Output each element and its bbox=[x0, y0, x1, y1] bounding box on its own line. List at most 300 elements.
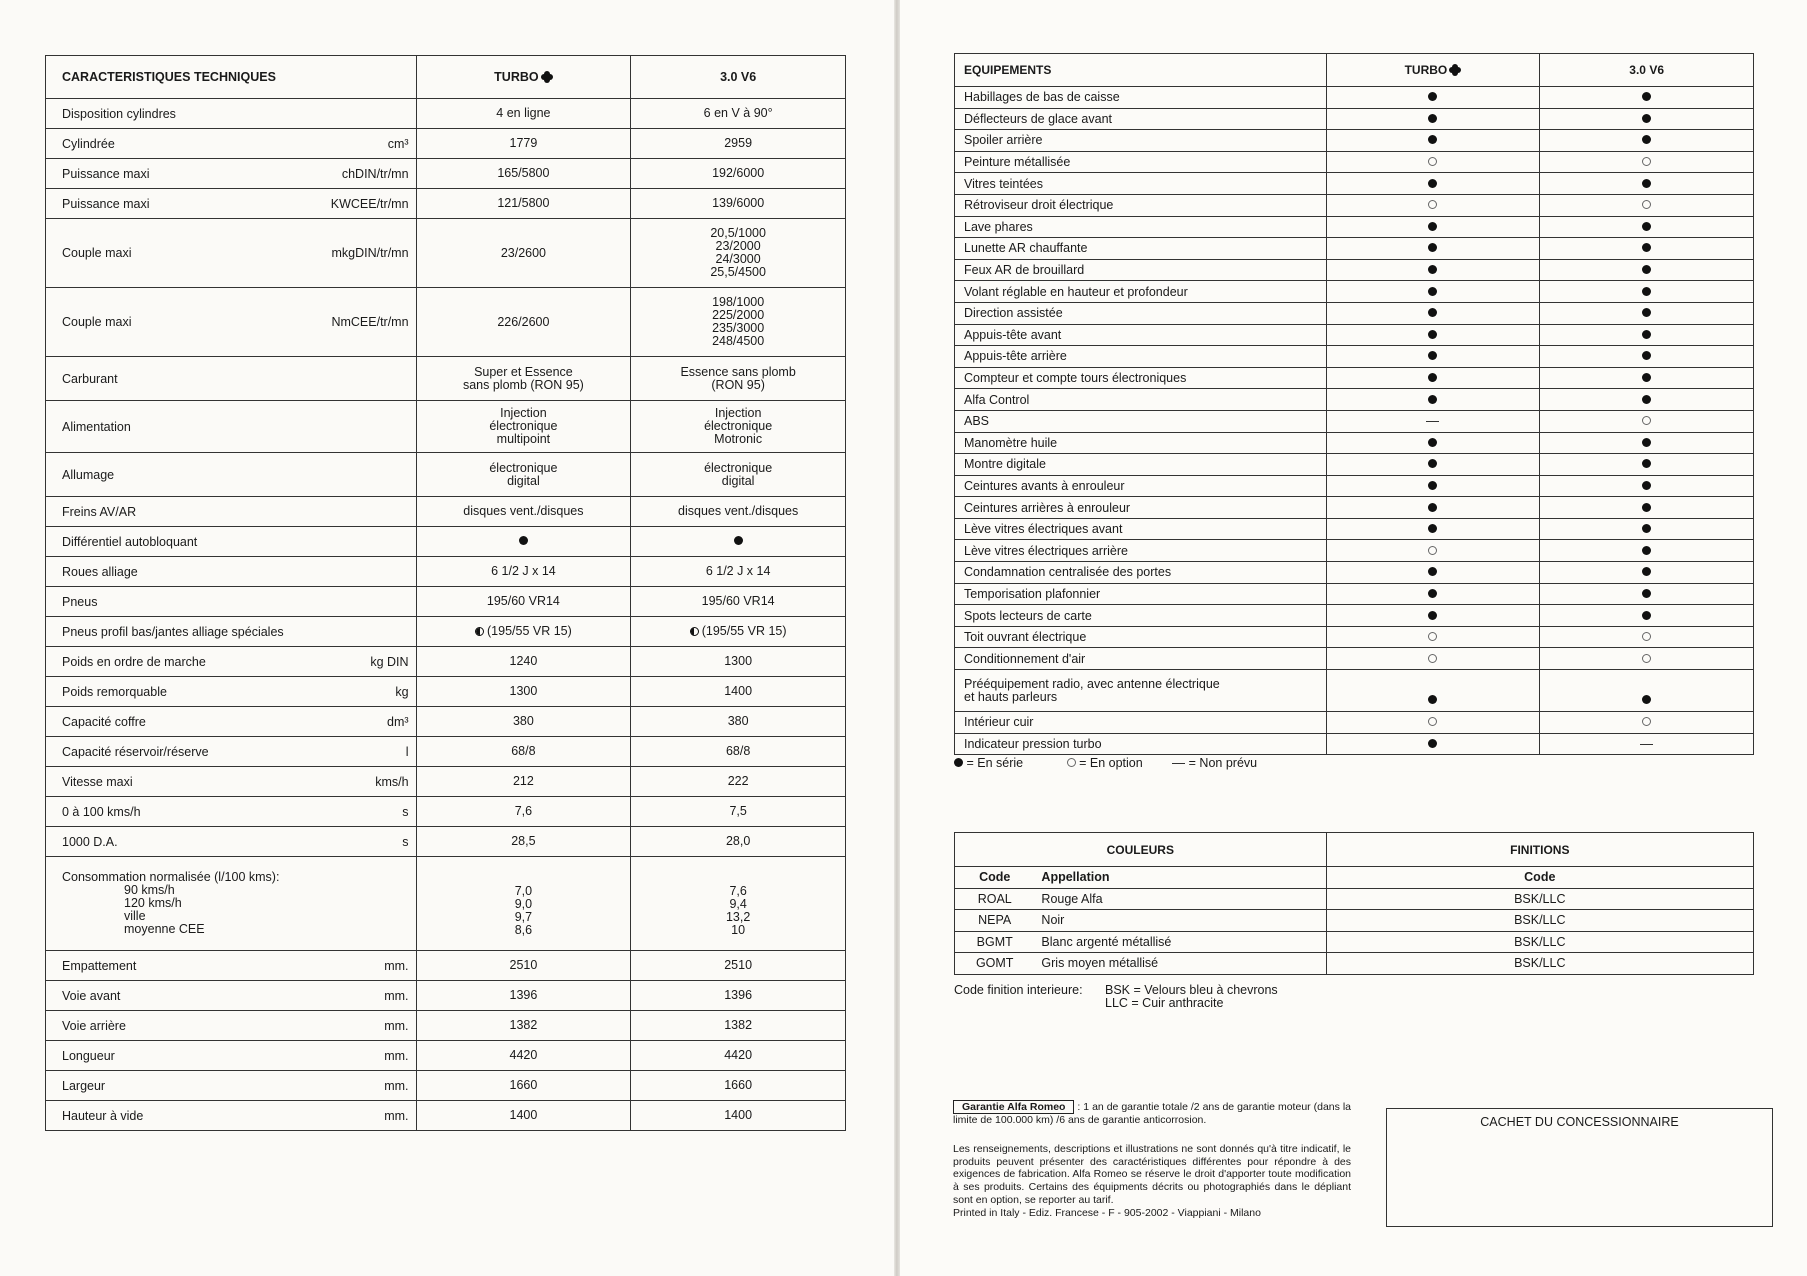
spec-value-v6: 28,0 bbox=[631, 827, 846, 857]
specs-header-turbo: TURBO bbox=[416, 56, 631, 99]
spec-value-v6: 1400 bbox=[631, 1101, 846, 1131]
filled-dot-icon bbox=[1642, 611, 1651, 620]
filled-dot-icon bbox=[1428, 695, 1437, 704]
open-circle-icon bbox=[1428, 200, 1437, 209]
open-circle-icon bbox=[1642, 416, 1651, 425]
equipment-v6 bbox=[1540, 281, 1754, 303]
equipment-label: Spots lecteurs de carte bbox=[955, 605, 1327, 627]
equipment-label: Déflecteurs de glace avant bbox=[955, 108, 1327, 130]
filled-dot-icon bbox=[1428, 92, 1437, 101]
spec-value-turbo: 28,5 bbox=[416, 827, 631, 857]
color-row bbox=[955, 953, 1754, 975]
spec-value-turbo: (195/55 VR 15) bbox=[416, 617, 631, 647]
spec-value-v6: 380 bbox=[631, 707, 846, 737]
equipment-turbo bbox=[1326, 194, 1540, 216]
spec-row bbox=[46, 1071, 846, 1101]
equipment-turbo bbox=[1326, 302, 1540, 324]
equipment-label: Lunette AR chauffante bbox=[955, 238, 1327, 260]
spec-unit: kms/h bbox=[375, 774, 409, 789]
filled-dot-icon bbox=[1428, 135, 1437, 144]
equipment-turbo bbox=[1326, 238, 1540, 260]
filled-dot-icon bbox=[1642, 567, 1651, 576]
equipment-row bbox=[955, 194, 1754, 216]
spec-label: Roues alliage bbox=[46, 557, 417, 587]
equipment-row bbox=[955, 605, 1754, 627]
color-row bbox=[955, 931, 1754, 953]
equipment-v6 bbox=[1540, 238, 1754, 260]
equipment-label: Indicateur pression turbo bbox=[955, 733, 1327, 755]
open-circle-icon bbox=[1642, 632, 1651, 641]
spec-value-turbo: 380 bbox=[416, 707, 631, 737]
spec-value-v6: 1300 bbox=[631, 647, 846, 677]
equipment-v6 bbox=[1540, 259, 1754, 281]
color-code: NEPA bbox=[955, 910, 1035, 932]
spec-unit: l bbox=[405, 744, 409, 759]
equipment-turbo bbox=[1326, 670, 1540, 712]
spec-label: Consommation normalisée (l/100 kms): 90 kms/h 120 kms/h ville moyenne CEE bbox=[46, 857, 417, 951]
open-circle-icon bbox=[1428, 632, 1437, 641]
equipment-label: Spoiler arrière bbox=[955, 130, 1327, 152]
colors-header: COULEURS bbox=[955, 833, 1327, 867]
equipment-v6 bbox=[1540, 497, 1754, 519]
filled-dot-icon bbox=[1642, 546, 1651, 555]
spec-label: Alimentation bbox=[46, 401, 417, 453]
spec-value-v6: 7,6 9,4 13,2 10 bbox=[631, 857, 846, 951]
color-row bbox=[955, 888, 1754, 910]
open-circle-icon bbox=[1428, 157, 1437, 166]
finition-code: BSK/LLC bbox=[1326, 931, 1753, 953]
spec-unit: KWCEE/tr/mn bbox=[330, 196, 409, 211]
spec-row bbox=[46, 401, 846, 453]
spec-value-v6: 1660 bbox=[631, 1071, 846, 1101]
equipment-label: Lave phares bbox=[955, 216, 1327, 238]
spec-row bbox=[46, 617, 846, 647]
spec-unit: mm. bbox=[384, 958, 409, 973]
filled-dot-icon bbox=[1642, 135, 1651, 144]
equipment-label: Peinture métallisée bbox=[955, 151, 1327, 173]
spec-label: 1000 D.A. s bbox=[46, 827, 417, 857]
filled-dot-icon bbox=[1642, 222, 1651, 231]
spec-value-turbo: 226/2600 bbox=[416, 288, 631, 357]
spec-value-v6: disques vent./disques bbox=[631, 497, 846, 527]
filled-dot-icon bbox=[1642, 179, 1651, 188]
equipment-row bbox=[955, 87, 1754, 109]
specs-header-v6: 3.0 V6 bbox=[631, 56, 846, 99]
color-code: BGMT bbox=[955, 931, 1035, 953]
equipment-turbo bbox=[1326, 87, 1540, 109]
spec-row bbox=[46, 951, 846, 981]
filled-dot-icon bbox=[1428, 459, 1437, 468]
spec-row bbox=[46, 767, 846, 797]
equipment-turbo bbox=[1326, 540, 1540, 562]
spec-value-turbo: 2510 bbox=[416, 951, 631, 981]
spec-value-turbo: Injection électronique multipoint bbox=[416, 401, 631, 453]
spec-row bbox=[46, 707, 846, 737]
filled-dot-icon bbox=[1428, 503, 1437, 512]
equipment-label: Appuis-tête avant bbox=[955, 324, 1327, 346]
spec-label: Capacité réservoir/réserve l bbox=[46, 737, 417, 767]
spec-label: Pneus bbox=[46, 587, 417, 617]
equipment-v6 bbox=[1540, 432, 1754, 454]
equipment-row bbox=[955, 259, 1754, 281]
equipment-v6 bbox=[1540, 605, 1754, 627]
spec-label: Disposition cylindres bbox=[46, 99, 417, 129]
spec-row bbox=[46, 981, 846, 1011]
equipment-label: Rétroviseur droit électrique bbox=[955, 194, 1327, 216]
equipment-label: Condamnation centralisée des portes bbox=[955, 562, 1327, 584]
spec-label: Différentiel autobloquant bbox=[46, 527, 417, 557]
spec-row bbox=[46, 99, 846, 129]
filled-dot-icon bbox=[1428, 739, 1437, 748]
code-finition-note: Code finition interieure: BSK = Velours bleu à chevrons LLC = Cuir anthracite bbox=[954, 983, 1278, 1010]
equipment-turbo bbox=[1326, 130, 1540, 152]
color-row bbox=[955, 910, 1754, 932]
equipment-row bbox=[955, 562, 1754, 584]
spec-unit: kg bbox=[395, 684, 409, 699]
equipment-turbo bbox=[1326, 626, 1540, 648]
equipment-v6 bbox=[1540, 648, 1754, 670]
spec-row bbox=[46, 129, 846, 159]
equipment-label: Volant réglable en hauteur et profondeur bbox=[955, 281, 1327, 303]
spec-value-v6: 1396 bbox=[631, 981, 846, 1011]
spec-value-turbo: 1396 bbox=[416, 981, 631, 1011]
spec-row bbox=[46, 288, 846, 357]
page-fold bbox=[894, 0, 900, 1276]
spec-value-v6: 4420 bbox=[631, 1041, 846, 1071]
equipment-label: Feux AR de brouillard bbox=[955, 259, 1327, 281]
equipment-turbo bbox=[1326, 518, 1540, 540]
spec-value-v6: 2510 bbox=[631, 951, 846, 981]
spec-value-turbo: 1660 bbox=[416, 1071, 631, 1101]
equipment-v6 bbox=[1540, 712, 1754, 734]
spec-label: Empattement mm. bbox=[46, 951, 417, 981]
spec-row bbox=[46, 557, 846, 587]
equipment-row bbox=[955, 130, 1754, 152]
equipment-label: ABS bbox=[955, 410, 1327, 432]
spec-value-turbo: disques vent./disques bbox=[416, 497, 631, 527]
filled-dot-icon bbox=[734, 536, 743, 545]
spec-value-turbo: 4420 bbox=[416, 1041, 631, 1071]
equipment-label: Conditionnement d'air bbox=[955, 648, 1327, 670]
spec-label: Carburant bbox=[46, 357, 417, 401]
filled-dot-icon bbox=[1428, 373, 1437, 382]
spec-value-turbo: 1240 bbox=[416, 647, 631, 677]
spec-unit: mm. bbox=[384, 988, 409, 1003]
filled-dot-icon bbox=[1642, 395, 1651, 404]
spec-label: Cylindrée cm³ bbox=[46, 129, 417, 159]
equipment-v6 bbox=[1540, 733, 1754, 755]
spec-value-v6: Injection électronique Motronic bbox=[631, 401, 846, 453]
equipment-row bbox=[955, 151, 1754, 173]
filled-dot-icon bbox=[1428, 589, 1437, 598]
spec-value-turbo: Super et Essence sans plomb (RON 95) bbox=[416, 357, 631, 401]
equipment-row bbox=[955, 432, 1754, 454]
spec-row bbox=[46, 1041, 846, 1071]
filled-dot-icon bbox=[1642, 438, 1651, 447]
spec-value-v6: 192/6000 bbox=[631, 159, 846, 189]
dealer-stamp-box: CACHET DU CONCESSIONNAIRE bbox=[1386, 1108, 1773, 1227]
equipment-turbo bbox=[1326, 151, 1540, 173]
open-circle-icon bbox=[1428, 654, 1437, 663]
equipment-row bbox=[955, 454, 1754, 476]
equipment-turbo bbox=[1326, 432, 1540, 454]
dash-icon bbox=[1172, 763, 1185, 764]
filled-dot-icon bbox=[1642, 503, 1651, 512]
equipment-turbo bbox=[1326, 648, 1540, 670]
filled-dot-icon bbox=[1428, 567, 1437, 576]
equipment-turbo bbox=[1326, 733, 1540, 755]
equipment-label: Alfa Control bbox=[955, 389, 1327, 411]
open-circle-icon bbox=[1642, 654, 1651, 663]
filled-dot-icon bbox=[1642, 459, 1651, 468]
spec-value-v6 bbox=[631, 527, 846, 557]
equipment-label: Direction assistée bbox=[955, 302, 1327, 324]
spec-label: Poids en ordre de marche kg DIN bbox=[46, 647, 417, 677]
equipment-v6 bbox=[1540, 518, 1754, 540]
color-code: ROAL bbox=[955, 888, 1035, 910]
finitions-header: FINITIONS bbox=[1326, 833, 1753, 867]
equipment-label: Prééquipement radio, avec antenne électrique et hauts parleurs bbox=[955, 670, 1327, 712]
equipment-v6 bbox=[1540, 367, 1754, 389]
spec-value-v6: 7,5 bbox=[631, 797, 846, 827]
disclaimer-text: Les renseignements, descriptions et illustrations ne sont donnés qu'à titre indicatif, le produits peuvent présenter des caractéristiques différentes pour répondre à des exigences de fabrication. Alfa Romeo se réserve le droit d'apporter toute modification à ses produits. Certains des équipments décrits ou photographiés dans le dépliant sont en option, se reporter au tarif. bbox=[953, 1142, 1351, 1206]
spec-value-v6: Essence sans plomb (RON 95) bbox=[631, 357, 846, 401]
spec-value-v6: 222 bbox=[631, 767, 846, 797]
filled-dot-icon bbox=[1642, 695, 1651, 704]
filled-dot-icon bbox=[1642, 330, 1651, 339]
equipment-label: Ceintures arrières à enrouleur bbox=[955, 497, 1327, 519]
equipment-label: Lève vitres électriques avant bbox=[955, 518, 1327, 540]
spec-unit: NmCEE/tr/mn bbox=[331, 315, 409, 329]
spec-label: Vitesse maxi kms/h bbox=[46, 767, 417, 797]
equipment-label: Vitres teintées bbox=[955, 173, 1327, 195]
half-circle-icon bbox=[690, 627, 699, 636]
equipment-label: Toit ouvrant électrique bbox=[955, 626, 1327, 648]
quadrifoglio-icon bbox=[1449, 64, 1461, 76]
spec-value-turbo: 165/5800 bbox=[416, 159, 631, 189]
equipment-v6 bbox=[1540, 562, 1754, 584]
equipment-turbo bbox=[1326, 173, 1540, 195]
equip-header-label: EQUIPEMENTS bbox=[955, 54, 1327, 87]
filled-dot-icon bbox=[1428, 308, 1437, 317]
filled-dot-icon bbox=[1642, 308, 1651, 317]
spec-label: 0 à 100 kms/h s bbox=[46, 797, 417, 827]
equipment-v6 bbox=[1540, 130, 1754, 152]
filled-dot-icon bbox=[1642, 287, 1651, 296]
spec-unit: kg DIN bbox=[370, 654, 409, 669]
spec-row bbox=[46, 1101, 846, 1131]
spec-row bbox=[46, 219, 846, 288]
spec-value-v6: 6 en V à 90° bbox=[631, 99, 846, 129]
spec-label: Voie arrière mm. bbox=[46, 1011, 417, 1041]
equipment-turbo bbox=[1326, 712, 1540, 734]
equipment-v6 bbox=[1540, 87, 1754, 109]
dash-icon bbox=[1426, 421, 1439, 422]
spec-value-v6: 20,5/1000 23/2000 24/3000 25,5/4500 bbox=[631, 219, 846, 288]
open-circle-icon bbox=[1642, 200, 1651, 209]
filled-dot-icon bbox=[1428, 330, 1437, 339]
warranty-title: Garantie Alfa Romeo bbox=[953, 1100, 1074, 1114]
spec-row-consumption bbox=[46, 857, 846, 951]
spec-value-turbo: 4 en ligne bbox=[416, 99, 631, 129]
open-circle-icon bbox=[1428, 717, 1437, 726]
equipment-row bbox=[955, 670, 1754, 712]
filled-dot-icon bbox=[1642, 351, 1651, 360]
spec-label: Puissance maxi KWCEE/tr/mn bbox=[46, 189, 417, 219]
spec-unit: mm. bbox=[384, 1108, 409, 1123]
filled-dot-icon bbox=[1428, 179, 1437, 188]
equipment-label: Temporisation plafonnier bbox=[955, 583, 1327, 605]
spec-value-turbo bbox=[416, 527, 631, 557]
spec-row bbox=[46, 189, 846, 219]
filled-dot-icon bbox=[1642, 524, 1651, 533]
color-appellation: Rouge Alfa bbox=[1034, 888, 1326, 910]
filled-dot-icon bbox=[1428, 438, 1437, 447]
equipment-turbo bbox=[1326, 367, 1540, 389]
spec-row bbox=[46, 357, 846, 401]
filled-dot-icon bbox=[1428, 222, 1437, 231]
equipment-turbo bbox=[1326, 583, 1540, 605]
open-circle-icon bbox=[1067, 758, 1076, 767]
spec-label: Couple maxi NmCEE/tr/mn bbox=[46, 288, 417, 357]
equipment-label: Intérieur cuir bbox=[955, 712, 1327, 734]
equipment-row bbox=[955, 410, 1754, 432]
equipment-label: Appuis-tête arrière bbox=[955, 346, 1327, 368]
equipment-v6 bbox=[1540, 475, 1754, 497]
finition-code: BSK/LLC bbox=[1326, 953, 1753, 975]
filled-dot-icon bbox=[1428, 611, 1437, 620]
spec-label: Freins AV/AR bbox=[46, 497, 417, 527]
equipment-row bbox=[955, 626, 1754, 648]
equipment-row bbox=[955, 712, 1754, 734]
equipment-legend: = En série = En option = Non prévu bbox=[954, 756, 1283, 770]
spec-label: Longueur mm. bbox=[46, 1041, 417, 1071]
spec-value-turbo: 1300 bbox=[416, 677, 631, 707]
spec-value-turbo: 7,6 bbox=[416, 797, 631, 827]
colors-table bbox=[954, 832, 1754, 975]
equipment-label: Compteur et compte tours électroniques bbox=[955, 367, 1327, 389]
equipment-label: Montre digitale bbox=[955, 454, 1327, 476]
equipment-row bbox=[955, 367, 1754, 389]
spec-value-turbo: 1779 bbox=[416, 129, 631, 159]
spec-row bbox=[46, 827, 846, 857]
filled-dot-icon bbox=[1642, 265, 1651, 274]
warranty-block bbox=[953, 1100, 1351, 1220]
equipment-v6 bbox=[1540, 410, 1754, 432]
spec-value-turbo: 212 bbox=[416, 767, 631, 797]
open-circle-icon bbox=[1642, 717, 1651, 726]
filled-dot-icon bbox=[1642, 373, 1651, 382]
technical-specs-table bbox=[45, 55, 846, 1131]
equipment-v6 bbox=[1540, 389, 1754, 411]
equipment-row bbox=[955, 216, 1754, 238]
equipment-turbo bbox=[1326, 108, 1540, 130]
spec-row bbox=[46, 737, 846, 767]
finition-code: BSK/LLC bbox=[1326, 910, 1753, 932]
equipment-row bbox=[955, 389, 1754, 411]
filled-dot-icon bbox=[1642, 481, 1651, 490]
spec-row bbox=[46, 1011, 846, 1041]
spec-value-turbo: 7,0 9,0 9,7 8,6 bbox=[416, 857, 631, 951]
equipment-v6 bbox=[1540, 302, 1754, 324]
equipment-row bbox=[955, 733, 1754, 755]
equipment-label: Manomètre huile bbox=[955, 432, 1327, 454]
equipment-row bbox=[955, 302, 1754, 324]
equipment-row bbox=[955, 540, 1754, 562]
equipment-v6 bbox=[1540, 583, 1754, 605]
filled-dot-icon bbox=[1428, 265, 1437, 274]
equipment-row bbox=[955, 497, 1754, 519]
spec-row bbox=[46, 527, 846, 557]
equipment-label: Habillages de bas de caisse bbox=[955, 87, 1327, 109]
equipment-turbo bbox=[1326, 605, 1540, 627]
equip-header-v6: 3.0 V6 bbox=[1540, 54, 1754, 87]
filled-dot-icon bbox=[1428, 524, 1437, 533]
spec-label: Couple maxi mkgDIN/tr/mn bbox=[46, 219, 417, 288]
spec-label: Largeur mm. bbox=[46, 1071, 417, 1101]
filled-dot-icon bbox=[1428, 243, 1437, 252]
spec-value-v6: 198/1000 225/2000 235/3000 248/4500 bbox=[631, 288, 846, 357]
spec-value-v6: électronique digital bbox=[631, 453, 846, 497]
equipment-row bbox=[955, 238, 1754, 260]
color-code: GOMT bbox=[955, 953, 1035, 975]
equipment-v6 bbox=[1540, 216, 1754, 238]
filled-dot-icon bbox=[519, 536, 528, 545]
colors-sub-code: Code bbox=[955, 867, 1035, 889]
equipment-row bbox=[955, 281, 1754, 303]
spec-unit: dm³ bbox=[387, 714, 409, 729]
filled-dot-icon bbox=[1642, 589, 1651, 598]
spec-value-v6: 6 1/2 J x 14 bbox=[631, 557, 846, 587]
equipment-v6 bbox=[1540, 454, 1754, 476]
spec-row bbox=[46, 587, 846, 617]
spec-label: Puissance maxi chDIN/tr/mn bbox=[46, 159, 417, 189]
spec-value-turbo: 68/8 bbox=[416, 737, 631, 767]
filled-dot-icon bbox=[1642, 92, 1651, 101]
equipment-label: Lève vitres électriques arrière bbox=[955, 540, 1327, 562]
spec-row bbox=[46, 497, 846, 527]
equipment-turbo bbox=[1326, 410, 1540, 432]
equipment-turbo bbox=[1326, 259, 1540, 281]
equipment-label: Ceintures avants à enrouleur bbox=[955, 475, 1327, 497]
spec-row bbox=[46, 453, 846, 497]
printed-line: Printed in Italy - Ediz. Francese - F - 905-2002 - Viappiani - Milano bbox=[953, 1206, 1261, 1219]
open-circle-icon bbox=[1428, 546, 1437, 555]
filled-dot-icon bbox=[1428, 114, 1437, 123]
equipment-table bbox=[954, 53, 1754, 755]
equipment-row bbox=[955, 108, 1754, 130]
spec-value-turbo: électronique digital bbox=[416, 453, 631, 497]
equipment-turbo bbox=[1326, 216, 1540, 238]
spec-value-turbo: 195/60 VR14 bbox=[416, 587, 631, 617]
spec-unit: s bbox=[402, 804, 409, 819]
equipment-turbo bbox=[1326, 389, 1540, 411]
equipment-turbo bbox=[1326, 475, 1540, 497]
spec-value-turbo: 23/2600 bbox=[416, 219, 631, 288]
equipment-v6 bbox=[1540, 108, 1754, 130]
spec-unit: s bbox=[402, 834, 409, 849]
equipment-v6 bbox=[1540, 151, 1754, 173]
half-circle-icon bbox=[475, 627, 484, 636]
equipment-v6 bbox=[1540, 626, 1754, 648]
equipment-row bbox=[955, 583, 1754, 605]
spec-value-v6: 68/8 bbox=[631, 737, 846, 767]
spec-value-turbo: 1382 bbox=[416, 1011, 631, 1041]
spec-label: Voie avant mm. bbox=[46, 981, 417, 1011]
equipment-turbo bbox=[1326, 324, 1540, 346]
spec-value-v6: 1400 bbox=[631, 677, 846, 707]
spec-label: Hauteur à vide mm. bbox=[46, 1101, 417, 1131]
